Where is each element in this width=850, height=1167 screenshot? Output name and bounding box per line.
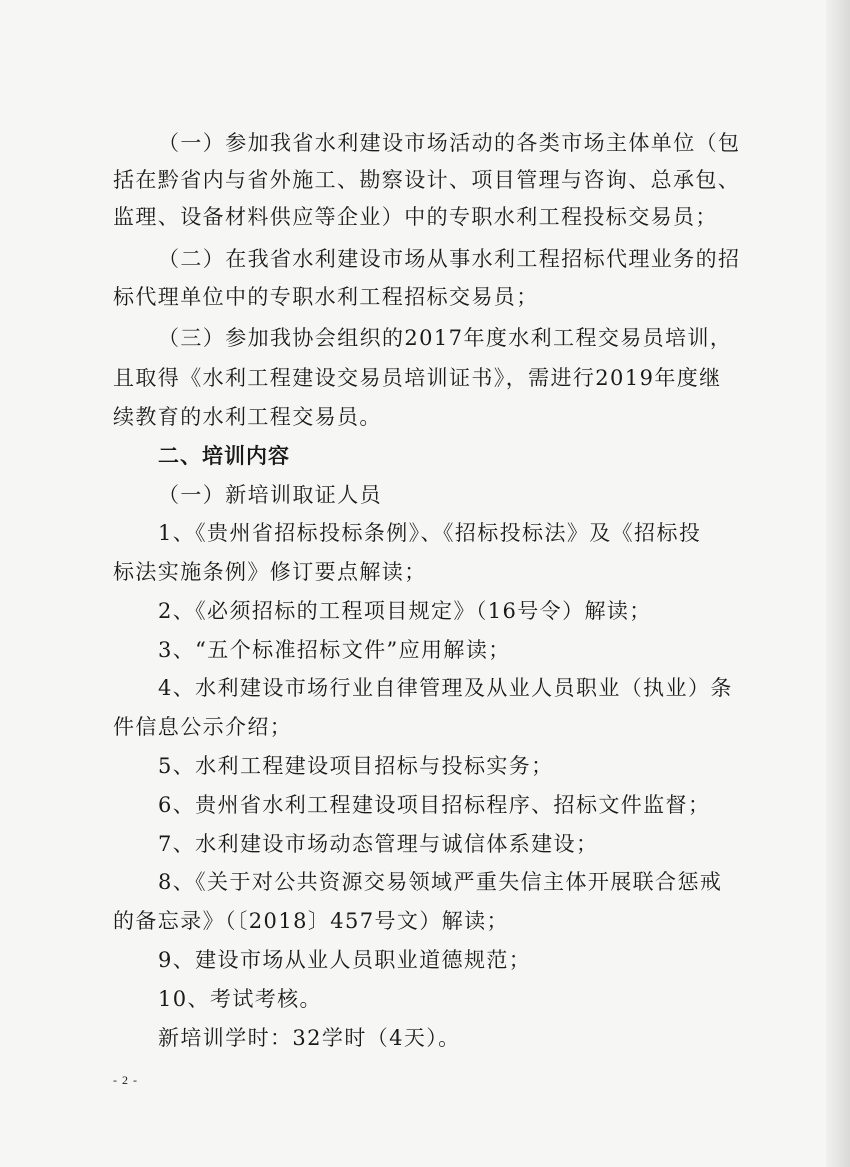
page-number: - 2 - [113, 1073, 138, 1087]
list-item: 8、《关于对公共资源交易领域严重失信主体开展联合惩戒 [158, 870, 723, 894]
paragraph-line: 括在黔省内与省外施工、勘察设计、项目管理与咨询、总承包、 [113, 168, 741, 192]
list-item-continuation: 的备忘录》（〔2018〕457号文）解读； [113, 909, 509, 933]
list-item: 3、“五个标准招标文件”应用解读； [158, 638, 511, 662]
paragraph-line: （一）参加我省水利建设市场活动的各类市场主体单位（包 [158, 131, 741, 155]
paragraph-line: 标代理单位中的专职水利工程招标交易员； [113, 285, 539, 309]
list-item-continuation: 标法实施条例》修订要点解读； [113, 560, 427, 584]
list-item: 1、《贵州省招标投标条例》、《招标投标法》及《招标投 [158, 521, 702, 545]
list-item: 6、贵州省水利工程建设项目招标程序、招标文件监督； [158, 793, 711, 817]
section-heading: 二、培训内容 [158, 444, 290, 468]
list-item: 5、水利工程建设项目招标与投标实务； [158, 754, 554, 778]
list-item: 7、水利建设市场动态管理与诚信体系建设； [158, 832, 599, 856]
paragraph-line: 续教育的水利工程交易员。 [113, 405, 382, 429]
list-item: 2、《必须招标的工程项目规定》（16号令）解读； [158, 599, 652, 623]
paragraph-line: 监理、设备材料供应等企业）中的专职水利工程投标交易员； [113, 205, 718, 229]
list-item: 4、水利建设市场行业自律管理及从业人员职业（执业）条 [158, 676, 733, 700]
list-item: 9、建设市场从业人员职业道德规范； [158, 948, 532, 972]
paragraph-line: 且取得《水利工程建设交易员培训证书》，需进行2019年度继 [113, 366, 722, 390]
list-item: 10、考试考核。 [158, 987, 322, 1011]
paragraph-line: （三）参加我协会组织的2017年度水利工程交易员培训， [158, 326, 733, 350]
training-hours: 新培训学时：32学时（4天）。 [158, 1026, 461, 1050]
list-item-continuation: 件信息公示介绍； [113, 715, 293, 739]
subsection-heading: （一）新培训取证人员 [158, 483, 382, 507]
paragraph-line: （二）在我省水利建设市场从事水利工程招标代理业务的招 [158, 247, 741, 271]
